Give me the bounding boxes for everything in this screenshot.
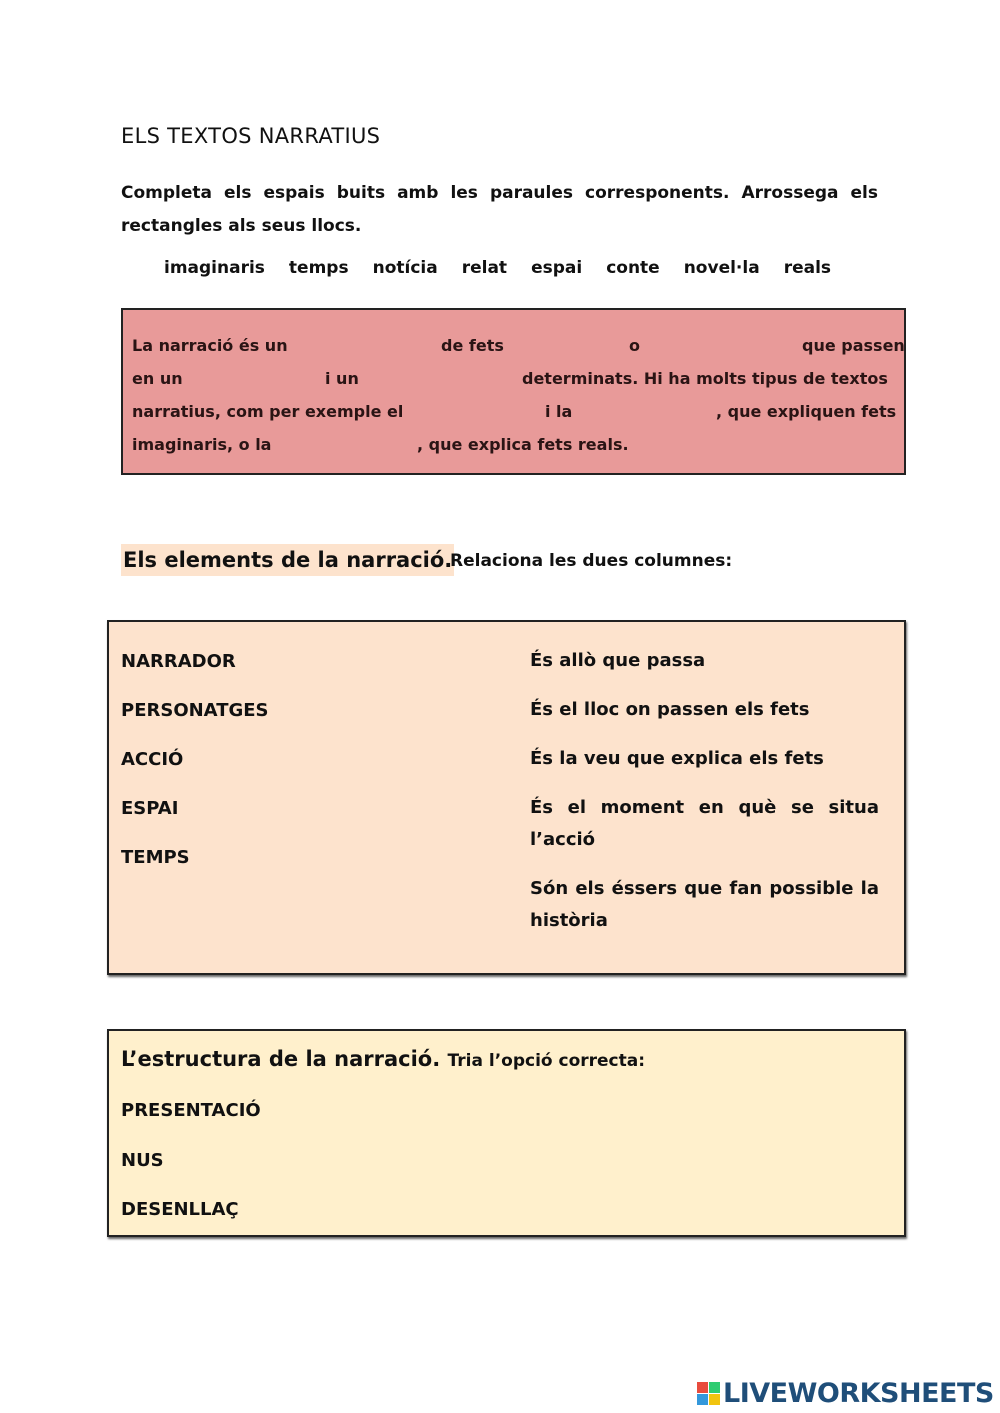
word-bank-item[interactable]: conte xyxy=(606,258,660,278)
match-right-item[interactable]: És el moment en què se situa l’acció xyxy=(530,797,879,850)
logo-text: LIVEWORKSHEETS xyxy=(723,1378,994,1409)
text-fragment: , que explica fets reals. xyxy=(417,435,629,454)
word-bank-item[interactable]: relat xyxy=(461,258,508,278)
text-fragment: , que expliquen fets xyxy=(716,402,897,421)
word-bank-item[interactable]: temps xyxy=(288,258,349,278)
match-left-item[interactable]: PERSONATGES xyxy=(121,700,269,721)
structure-item: NUS xyxy=(121,1150,164,1171)
logo-grid-icon xyxy=(697,1382,720,1405)
match-left-item[interactable]: TEMPS xyxy=(121,847,190,868)
word-bank-item[interactable]: espai xyxy=(531,258,583,278)
page-title: ELS TEXTOS NARRATIUS xyxy=(121,124,381,148)
text-fragment: de fets xyxy=(441,336,504,355)
logo-square xyxy=(697,1382,708,1393)
structure-item: PRESENTACIÓ xyxy=(121,1100,261,1121)
text-fragment: imaginaris, o la xyxy=(132,435,272,454)
drop-blank[interactable] xyxy=(583,400,713,422)
logo-square xyxy=(709,1382,720,1393)
word-bank-item[interactable]: imaginaris xyxy=(164,258,265,278)
match-right-item[interactable]: És la veu que explica els fets xyxy=(530,748,824,769)
text-fragment: que passen xyxy=(802,336,905,355)
text-fragment: i un xyxy=(325,369,359,388)
text-fragment: i la xyxy=(545,402,573,421)
logo-square xyxy=(709,1394,720,1405)
match-left-item[interactable]: ACCIÓ xyxy=(121,749,184,770)
elements-heading: Els elements de la narració. xyxy=(121,544,454,576)
drop-blank[interactable] xyxy=(410,400,540,422)
word-bank-item[interactable]: reals xyxy=(783,258,832,278)
drop-blank[interactable] xyxy=(198,367,318,389)
elements-subheading: Relaciona les dues columnes: xyxy=(450,551,733,571)
logo-square xyxy=(697,1394,708,1405)
instructions: Completa els espais buits amb les paraules corresponents. Arrossega els rectangles als seus llocs. xyxy=(121,183,878,236)
match-left-item[interactable]: NARRADOR xyxy=(121,651,236,672)
structure-heading xyxy=(121,1047,645,1071)
structure-subheading: Tria l’opció correcta: xyxy=(447,1051,646,1071)
text-fragment: o xyxy=(629,336,640,355)
structure-box xyxy=(107,1029,906,1237)
text-fragment: determinats. Hi ha molts tipus de textos xyxy=(522,369,888,388)
matching-box xyxy=(107,620,906,975)
match-left-item[interactable]: ESPAI xyxy=(121,798,179,819)
word-bank xyxy=(152,258,852,278)
word-bank-item[interactable]: novel·la xyxy=(683,258,760,278)
match-right-item[interactable]: És allò que passa xyxy=(530,650,706,671)
text-fragment: en un xyxy=(132,369,183,388)
structure-title: L’estructura de la narració. xyxy=(121,1047,441,1071)
text-fragment: La narració és un xyxy=(132,336,288,355)
liveworksheets-logo xyxy=(697,1378,994,1409)
drop-blank[interactable] xyxy=(303,334,433,356)
fill-in-text-box xyxy=(121,308,906,475)
drop-blank[interactable] xyxy=(373,367,513,389)
drop-blank[interactable] xyxy=(518,334,618,356)
match-right-item[interactable]: És el lloc on passen els fets xyxy=(530,699,810,720)
structure-item: DESENLLAÇ xyxy=(121,1199,239,1220)
drop-blank[interactable] xyxy=(273,433,413,455)
match-right-item[interactable]: Són els éssers que fan possible la història xyxy=(530,878,879,931)
word-bank-item[interactable]: notícia xyxy=(372,258,438,278)
text-fragment: narratius, com per exemple el xyxy=(132,402,404,421)
drop-blank[interactable] xyxy=(653,334,793,356)
